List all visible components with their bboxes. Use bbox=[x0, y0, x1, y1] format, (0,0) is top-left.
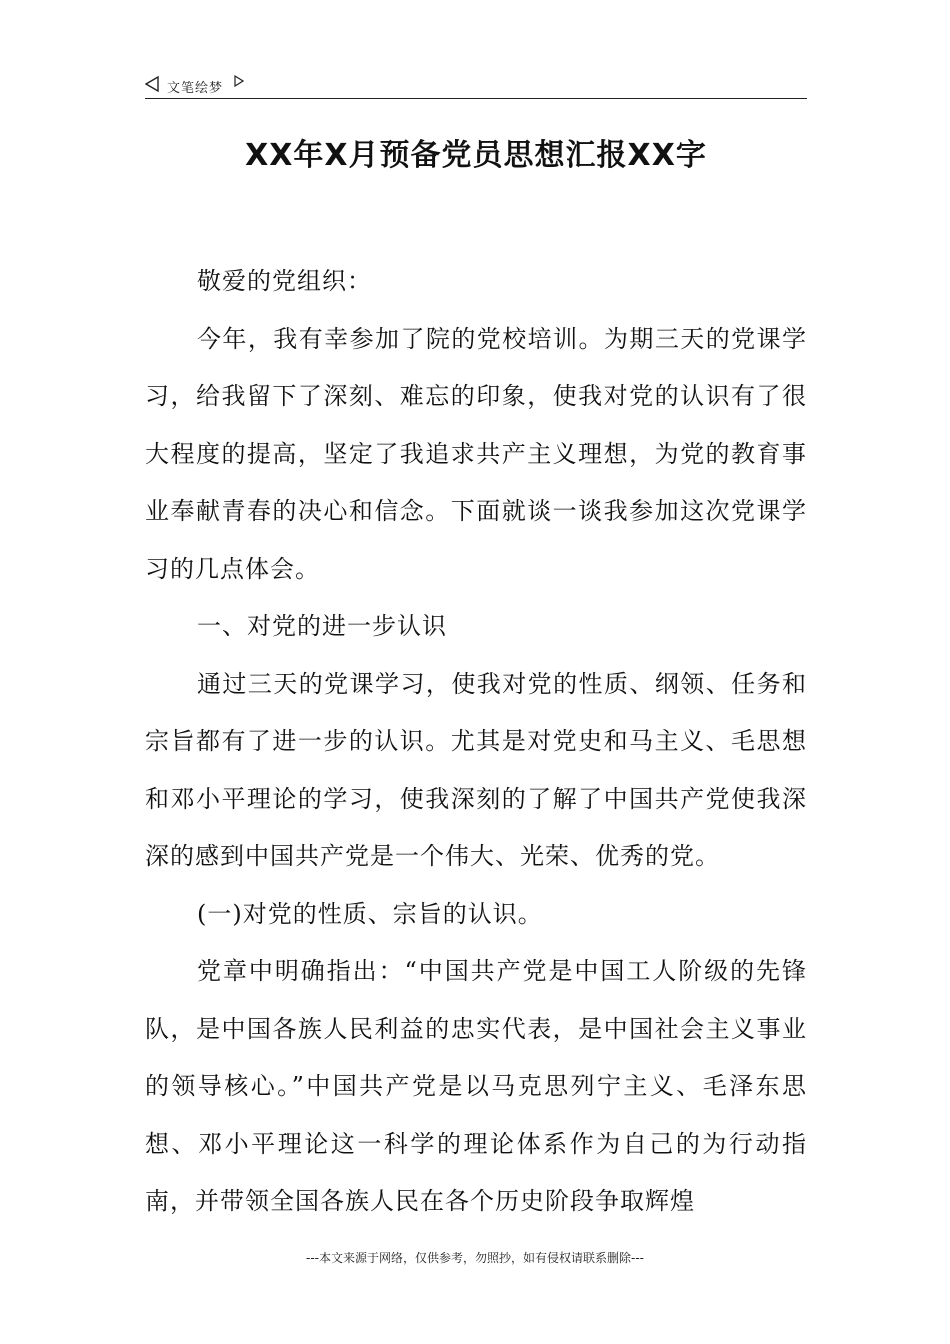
triangle-left-icon bbox=[145, 76, 159, 92]
subsection-heading: (一)对党的性质、宗旨的认识。 bbox=[197, 899, 543, 928]
document-title: XX年X月预备党员思想汇报XX字 bbox=[245, 138, 707, 173]
page-header bbox=[145, 74, 807, 99]
triangle-right-icon bbox=[234, 75, 244, 87]
paragraph: 党章中明确指出：“中国共产党是中国工人阶级的先锋队，是中国各族人民利益的忠实代表，是中国社会主义事业的领导核心。”中国共产党是以马克思列宁主义、毛泽东思想、邓小平理论这一科学的理论体系作为自己的为行动指南，并带领全国各族人民在各个历史阶段争取辉煌 bbox=[145, 957, 807, 1215]
paragraph: 通过三天的党课学习，使我对党的性质、纲领、任务和宗旨都有了进一步的认识。尤其是对党史和马主义、毛思想和邓小平理论的学习，使我深刻的了解了中国共产党使我深深的感到中国共产党是一个伟大、光荣、优秀的党。 bbox=[145, 669, 807, 870]
document-body bbox=[145, 253, 807, 1231]
header-brand: 文笔绘梦 bbox=[167, 81, 224, 96]
salutation: 敬爱的党组织： bbox=[197, 267, 372, 295]
section-heading: 一、对党的进一步认识 bbox=[197, 612, 447, 640]
paragraph: 今年，我有幸参加了院的党校培训。为期三天的党课学习，给我留下了深刻、难忘的印象，使我对党的认识有了很大程度的提高，坚定了我追求共产主义理想，为党的教育事业奉献青春的决心和信念。下面就谈一谈我参加这次党课学习的几点体会。 bbox=[145, 324, 807, 583]
footer-disclaimer: ---本文来源于网络，仅供参考，勿照抄，如有侵权请联系删除--- bbox=[306, 1251, 644, 1265]
